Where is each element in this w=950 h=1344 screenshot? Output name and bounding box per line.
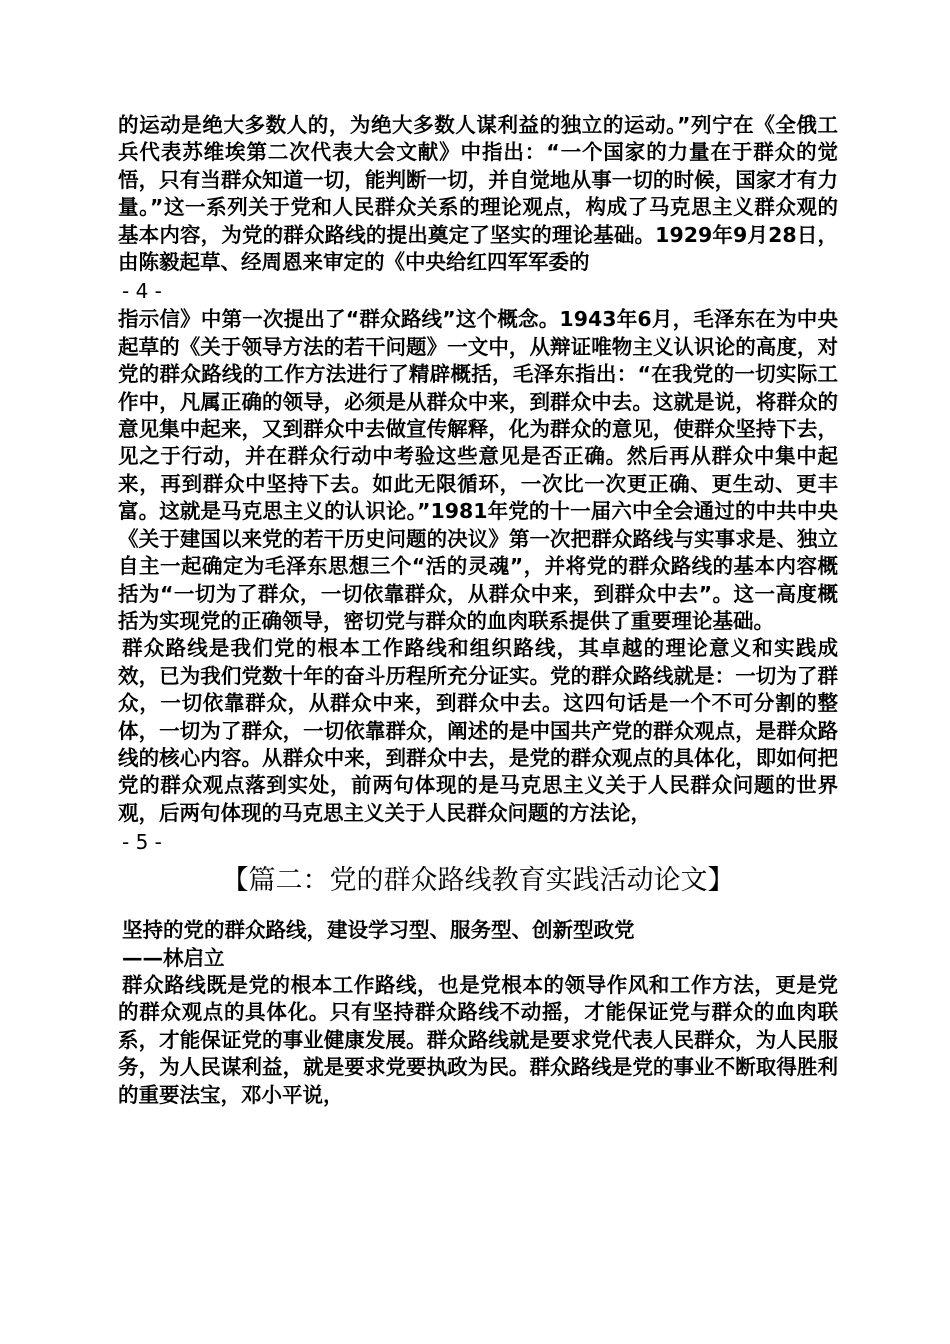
paragraph-continuation: 的运动是绝大多数人的，为绝大多数人谋利益的独立的运动。”列宁在《全俄工兵代表苏维埃第二次代表大会文献》中指出：“一个国家的力量在于群众的觉悟，只有当群众知道一切，能判断一切，并自觉地从事一切的时候，国家才有力量。”这一系列关于党和人民群众关系的理论观点，构成了马克思主义群众观的基本内容，为党的群众路线的提出奠定了坚实的理论基础。1929年9月28日，由陈毅起草、经周恩来审定的《中央给红四军军委的 [118,113,838,275]
article-author: ——林启立 [122,945,225,970]
page-number-5: - 5 - [122,830,162,855]
section-heading: 【篇二：党的群众路线教育实践活动论文】 [221,865,735,897]
paragraph-article-intro: 群众路线既是党的根本工作路线，也是党根本的领导作风和工作方法，更是党的群众观点的具体化。只有坚持群众路线不动摇，才能保证党与群众的血肉联系，才能保证党的事业健康发展。群众路线就是要求党代表人民群众，为人民服务，为人民谋利益，就是要求党要执政为民。群众路线是党的事业不断取得胜利的重要法宝，邓小平说， [118,972,838,1107]
paragraph-mass-line-history: 指示信》中第一次提出了“群众路线”这个概念。1943年6月，毛泽东在为中央起草的《关于领导方法的若干问题》一文中，从辩证唯物主义认识论的高度，对党的群众路线的工作方法进行了精辟概括，毛泽东指出：“在我党的一切实际工作中，凡属正确的领导，必须是从群众中来，到群众中去。这就是说，将群众的意见集中起来，又到群众中去做宣传解释，化为群众的意见，使群众坚持下去，见之于行动，并在群众行动中考验这些意见是否正确。然后再从群众中集中起来，再到群众中坚持下去。如此无限循环，一次比一次更正确、更生动、更丰富。这就是马克思主义的认识论。”1981年党的十一届六中全会通过的中共中央《关于建国以来党的若干历史问题的决议》第一次把群众路线与实事求是、独立自主一起确定为毛泽东思想三个“活的灵魂”，并将党的群众路线的基本内容概括为“一切为了群众，一切依靠群众，从群众中来，到群众中去”。这一高度概括为实现党的正确领导，密切党与群众的血肉联系提供了重要理论基础。 [118,307,838,633]
document-page [118,112,838,1109]
article-title: 坚持的党的群众路线，建设学习型、服务型、创新型政党 [122,918,635,943]
paragraph-mass-line-meaning: 群众路线是我们党的根本工作路线和组织路线，其卓越的理论意义和实践成效，已为我们党数十年的奋斗历程所充分证实。党的群众路线就是：一切为了群众，一切依靠群众，从群众中来，到群众中去。这四句话是一个不可分割的整体，一切为了群众，一切依靠群众，阐述的是中国共产党的群众观点，是群众路线的核心内容。从群众中来，到群众中去，是党的群众观点的具体化，即如何把党的群众观点落到实处，前两句体现的是马克思主义关于人民群众问题的世界观，后两句体现的马克思主义关于人民群众问题的方法论， [118,636,838,825]
page-number-4: - 4 - [122,279,162,304]
